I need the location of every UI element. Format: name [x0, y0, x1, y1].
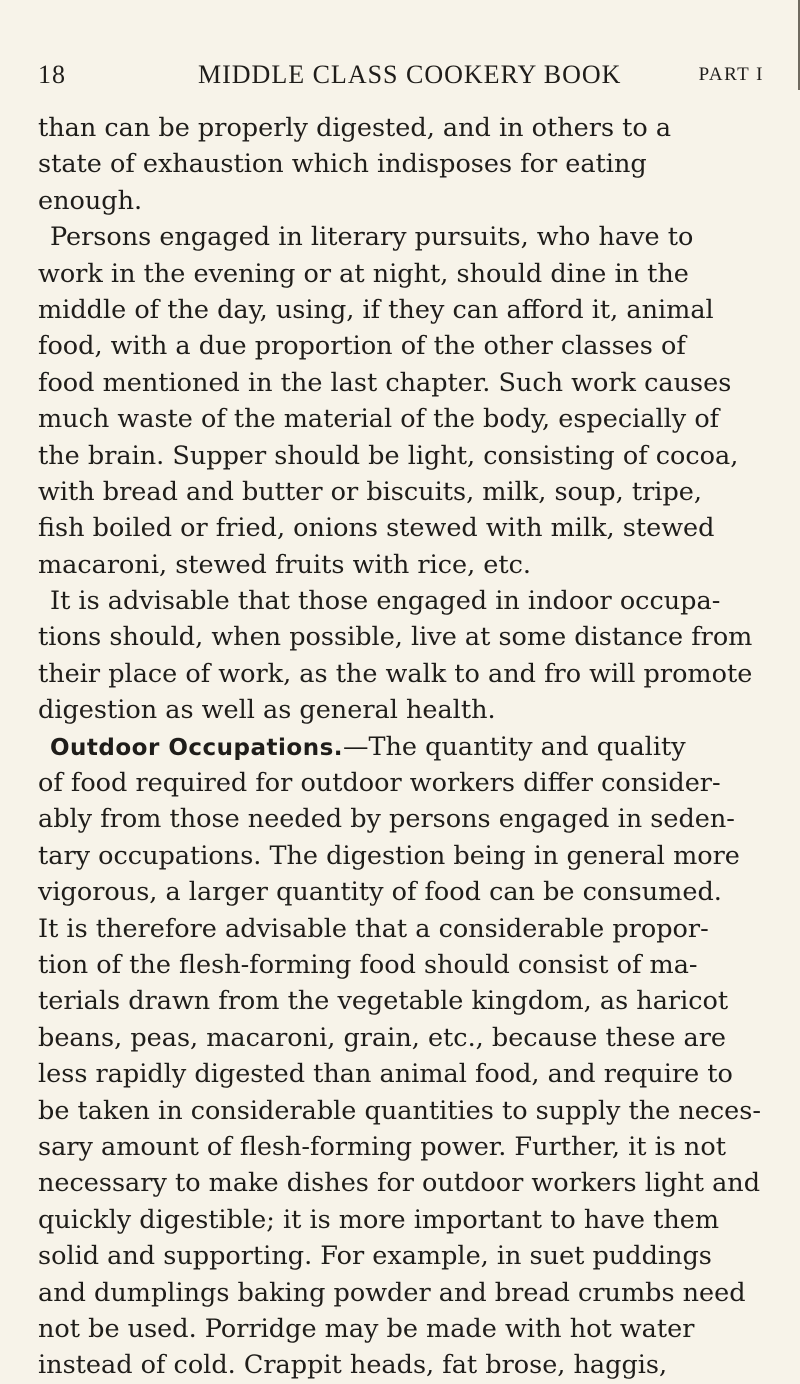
- text-line: tions should, when possible, live at some distance from: [38, 622, 753, 653]
- text-line: Persons engaged in literary pursuits, who have to: [50, 222, 694, 253]
- text-line: of food required for outdoor workers differ consider-: [38, 768, 721, 799]
- text-line: state of exhaustion which indisposes for eating: [38, 149, 647, 180]
- text-line: middle of the day, using, if they can afford it, animal: [38, 294, 714, 325]
- part-label: PART I: [698, 64, 764, 85]
- text-line: It is therefore advisable that a considerable propor-: [38, 913, 709, 944]
- text-line: not be used. Porridge may be made with hot water: [38, 1313, 695, 1344]
- text-line: fish boiled or fried, onions stewed with milk, stewed: [38, 513, 715, 544]
- text-line: necessary to make dishes for outdoor workers light and: [38, 1168, 761, 1199]
- page-number: 18: [38, 60, 66, 89]
- text-line: terials drawn from the vegetable kingdom, as haricot: [38, 986, 729, 1017]
- text-line: ably from those needed by persons engaged in seden-: [38, 804, 735, 835]
- body-text: [38, 110, 764, 1384]
- text-line: vigorous, a larger quantity of food can be consumed.: [38, 877, 722, 908]
- text-line: their place of work, as the walk to and fro will promote: [38, 658, 753, 689]
- running-header: [38, 60, 764, 96]
- text-line: quickly digestible; it is more important to have them: [38, 1204, 720, 1235]
- text-line: tion of the flesh-forming food should consist of ma-: [38, 949, 698, 980]
- text-line: solid and supporting. For example, in suet puddings: [38, 1241, 712, 1272]
- text-line: instead of cold. Crappit heads, fat brose, haggis,: [38, 1350, 668, 1381]
- text-line: beans, peas, macaroni, grain, etc., because these are: [38, 1022, 727, 1053]
- text-line: with bread and butter or biscuits, milk, soup, tripe,: [38, 476, 702, 507]
- text-line: tary occupations. The digestion being in general more: [38, 840, 740, 871]
- section-heading-continuation: —The quantity and quality: [343, 731, 686, 762]
- text-line: the brain. Supper should be light, consisting of cocoa,: [38, 440, 739, 471]
- text-line: It is advisable that those engaged in indoor occupa-: [50, 586, 721, 617]
- text-line: food, with a due proportion of the other classes of: [38, 331, 686, 362]
- text-line: enough.: [38, 185, 143, 216]
- text-line: macaroni, stewed fruits with rice, etc.: [38, 549, 532, 580]
- text-line: be taken in considerable quantities to supply the neces-: [38, 1095, 761, 1126]
- section-heading: Outdoor Occupations.: [50, 734, 343, 761]
- text-line: and dumplings baking powder and bread crumbs need: [38, 1277, 746, 1308]
- text-line: digestion as well as general health.: [38, 695, 496, 726]
- text-line: food mentioned in the last chapter. Such work causes: [38, 367, 732, 398]
- text-line: less rapidly digested than animal food, and require to: [38, 1059, 733, 1090]
- text-line: much waste of the material of the body, especially of: [38, 404, 720, 435]
- text-line: sary amount of flesh-forming power. Further, it is not: [38, 1131, 726, 1162]
- text-line: than can be properly digested, and in others to a: [38, 113, 672, 143]
- text-line: work in the evening or at night, should dine in the: [38, 258, 689, 289]
- text-line: [38, 729, 764, 765]
- running-title: MIDDLE CLASS COOKERY BOOK: [198, 60, 622, 89]
